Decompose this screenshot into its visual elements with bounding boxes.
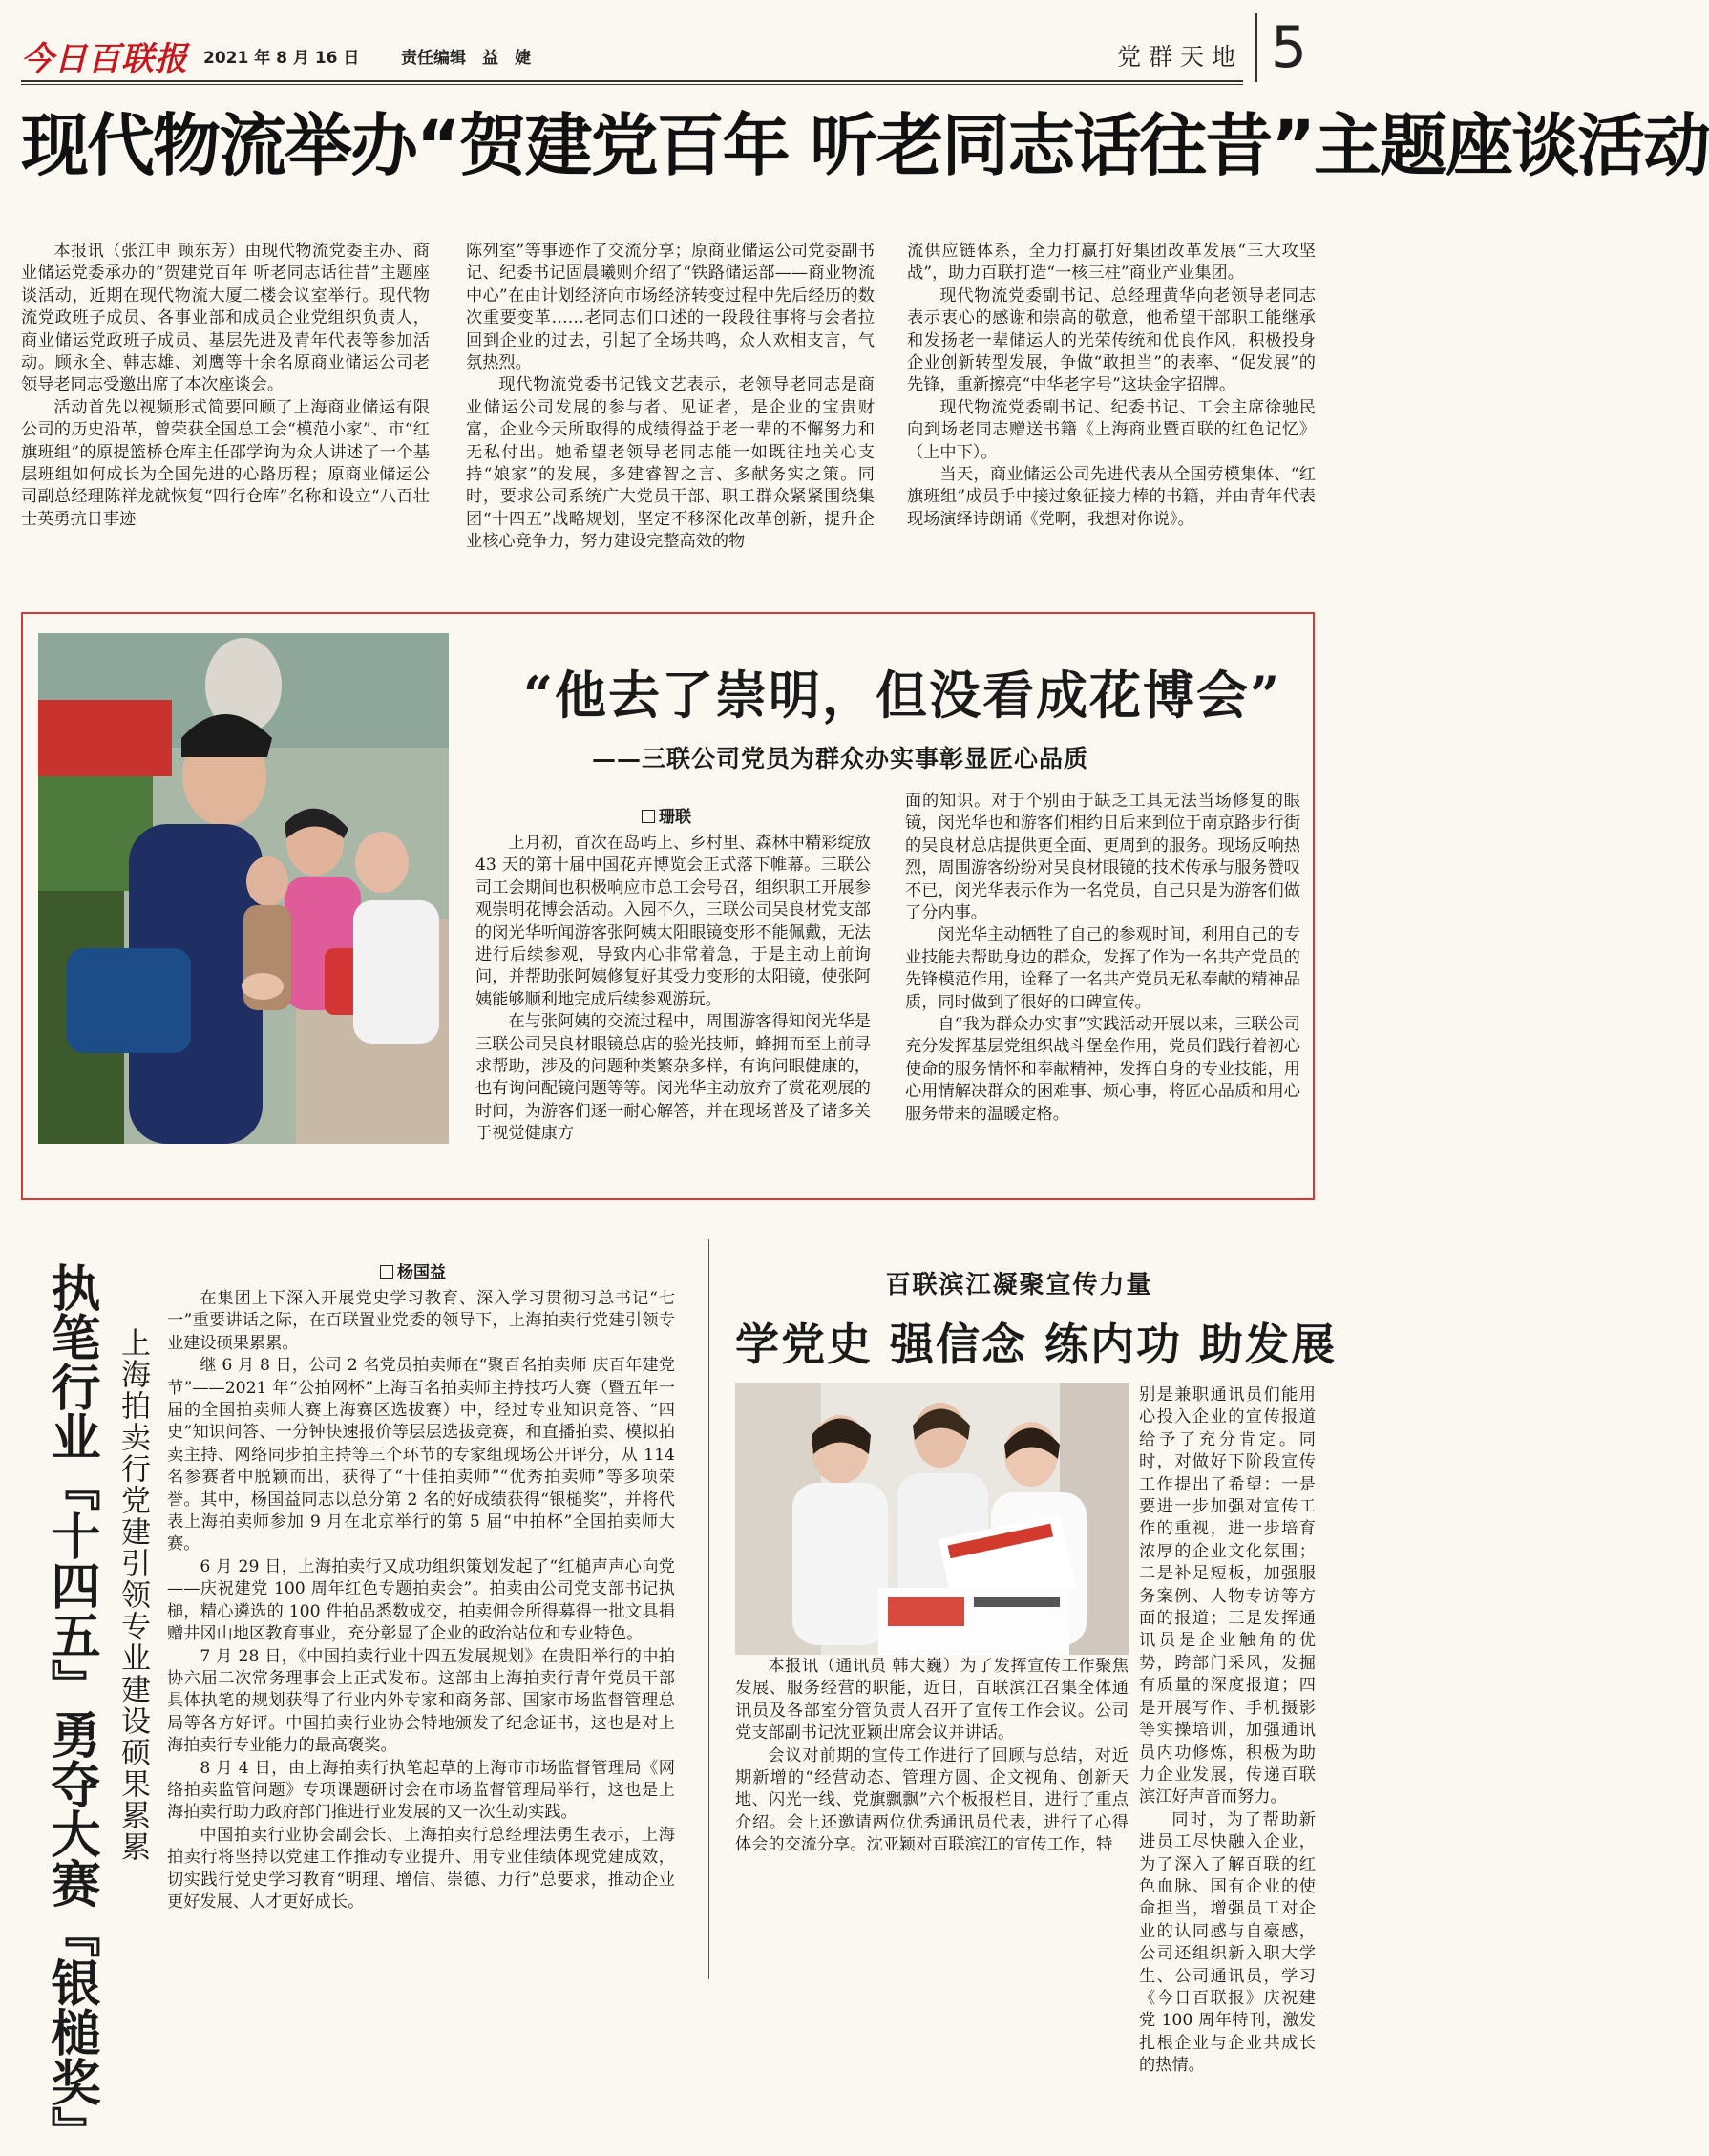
feature-paragraph: 面的知识。对于个别由于缺乏工具无法当场修复的眼镜，闵光华也和游客们相约日后来到位于南京路步行街的吴良材总店提供更全面、更周到的服务。现场反响热烈，周围游客纷纷对吴良材眼镜的技术传承与服务赞叹不已，闵光华表示作为一名党员，自己只是为游客们做了分内事。 [905,792,1300,923]
feature-paragraph: 闵光华主动牺牲了自己的参观时间，利用自己的专业技能去帮助身边的群众，发挥了作为一名共产党员的先锋模范作用，诠释了一名共产党员无私奉献的精神品质，同时做到了很好的口碑宣传。 [905,925,1300,1012]
article1-paragraph: 当天，商业储运公司先进代表从全国劳模集体、“红旗班组”成员手中接过象征接力棒的书籍，并由青年代表现场演绎诗朗诵《党啊，我想对你说》。 [907,465,1316,529]
header-rule [21,80,1243,82]
masthead: 今日百联报 [21,40,188,78]
vertical-subheadline: 上海拍卖行党建引领专业建设硕果累累 [116,1327,150,1863]
article4-headline: 学党史 强信念 练内功 助发展 [735,1319,1338,1370]
article4-paragraph: 本报讯（通讯员 韩大巍）为了发挥宣传工作聚焦发展、服务经营的职能，近日，百联滨江召集全体通讯员及各部室分管负责人召开了宣传工作会议。公司党支部副书记沈亚颖出席会议并讲话。 [735,1657,1129,1744]
vertical-headline: 执笔行业『十四五』勇夺大赛『银槌奖』 [42,1262,100,2156]
article1-paragraph: 陈列室”等事迹作了交流分享；原商业储运公司党委副书记、纪委书记固晨曦则介绍了“铁路储运部——商业物流中心”在由计划经济向市场经济转变过程中先后经历的数次重要变革……老同志们口述的一段段往事将与会者拉回到企业的过去，引起了全场共鸣，众人欢相支言，气氛热烈。 [466,242,875,373]
byline-box-icon [642,810,655,823]
article1-col2 [466,241,875,554]
article3-body [167,1288,675,1913]
feature-col2 [905,791,1300,1126]
article4-col-left [735,1656,1129,1857]
section-name: 党群天地 [1116,43,1243,71]
article1-paragraph: 现代物流党委书记钱文艺表示，老领导老同志是商业储运公司发展的参与者、见证者，是企业的宝贵财富，企业今天所取得的成绩得益于老一辈的不懈努力和无私付出。她希望老领导老同志能一如既往地关心支持“娘家”的发展，多建睿智之言、多献务实之策。同时，要求公司系统广大党员干部、职工群众紧紧围绕集团“十四五”战略规划，坚定不移深化改革创新，提升企业核心竞争力，努力建设完整高效的物 [466,375,875,552]
feature-photo [38,633,449,1144]
article3-paragraph: 7 月 28 日，《中国拍卖行业十四五发展规划》在贵阳举行的中拍协六届二次常务理事会上正式发布。这部由上海拍卖行青年党员干部具体执笔的规划获得了行业内外专家和商务部、国家市场监督管理总局等各方好评。中国拍卖行业协会特地颁发了纪念证书，这也是对上海拍卖行专业能力的最高褒奖。 [167,1646,675,1756]
article4-col-right [1139,1384,1316,2078]
article1-paragraph: 流供应链体系，全力打赢打好集团改革发展“三大攻坚战”，助力百联打造“一核三柱”商业产业集团。 [907,242,1316,284]
article1-paragraph: 现代物流党委副书记、总经理黄华向老领导老同志表示衷心的感谢和崇高的敬意，他希望干部职工能继承和发扬老一辈储运人的光荣传统和优良作风，积极投身企业创新转型发展，争做“敢担当”的表率、“促发展”的先锋，重新擦亮“中华老字号”这块金字招牌。 [907,285,1316,395]
article3-byline [380,1258,446,1282]
page-number: 5 [1255,13,1307,82]
feature-paragraph: 上月初，首次在岛屿上、乡村里、森林中精彩绽放 43 天的第十届中国花卉博览会正式落下帷幕。三联公司工会期间也积极响应市总工会号召，组织职工开展参观崇明花博会活动。入园不久，三联公司吴良材党支部的闵光华听闻游客张阿姨太阳眼镜变形不能佩戴，无法进行后续参观，导致内心非常着急，于是主动上前询问，并帮助张阿姨修复好其受力变形的太阳镜，使张阿姨能够顺利地完成后续参观游玩。 [475,834,871,1009]
byline-box-icon [380,1265,393,1279]
article4-photo [735,1383,1129,1655]
article3-paragraph: 在集团上下深入开展党史学习教育、深入学习贯彻习总书记“七一”重要讲话之际，在百联置业党委的领导下，上海拍卖行党建引领专业建设硕果累累。 [167,1289,675,1353]
feature-title: “他去了崇明，但没看成花博会” [522,665,1282,726]
article4-paragraph: 会议对前期的宣传工作进行了回顾与总结，对近期新增的“经营动态、管理方圆、企文视角、创新天地、闪光一线、党旗飘飘”六个板报栏目，进行了重点介绍。会上还邀请两位优秀通讯员代表，进行了心得体会的交流分享。沈亚颖对百联滨江的宣传工作，特 [735,1745,1129,1855]
article4-paragraph: 别是兼职通讯员们能用心投入企业的宣传报道给予了充分肯定。同时，对做好下阶段宣传工作提出了希望：一是要进一步加强对宣传工作的重视，进一步培育浓厚的企业文化氛围；二是补足短板，加强服务案例、人物专访等方面的报道；三是发挥通讯员是企业触角的优势，跨部门采风，发掘有质量的深度报道；四是开展写作、手机摄影等实操培训，加强通讯员内功修炼，积极为助力企业发展，传递百联滨江好声音而努力。 [1139,1385,1316,1807]
article4-paragraph: 同时，为了帮助新进员工尽快融入企业，为了深入了解百联的红色血脉、国有企业的使命担当，增强员工对企业的认同感与自豪感，公司还组织新入职大学生、公司通讯员，学习《今日百联报》庆祝建党 100 周年特刊，激发扎根企业与企业共成长的热情。 [1139,1809,1316,2076]
feature-paragraph: 自“我为群众办实事”实践活动开展以来，三联公司充分发挥基层党组织战斗堡垒作用，党员们践行着初心使命的服务情怀和奉献精神，发挥自身的专业技能，用心用情解决群众的困难事、烦心事，将匠心品质和用心服务带来的温暖定格。 [905,1015,1300,1124]
article3-paragraph: 6 月 29 日，上海拍卖行又成功组织策划发起了“红槌声声心向党——庆祝建党 100 周年红色专题拍卖会”。拍卖由公司党支部书记执槌，精心遴选的 100 件拍品悉数成交，拍卖佣金所得募得一批文具捐赠井冈山地区教育事业，充分彰显了企业的政治站位和专业特色。 [167,1556,675,1644]
article1-col3 [907,241,1316,531]
editor-credit: 责任编辑 益 婕 [401,49,531,68]
byline-text: 珊联 [659,808,691,827]
feature-byline [642,803,691,827]
article3-paragraph: 继 6 月 8 日，公司 2 名党员拍卖师在“聚百名拍卖师 庆百年建党节”——2021 年“公拍网杯”上海百名拍卖师主持技巧大赛（暨五年一届的全国拍卖师大赛上海赛区选拔赛）中，经过专业知识竞答、“四史”知识问答、一分钟快速报价等层层选拔竞赛，和直播拍卖、模拟拍卖主持、网络同步拍主持等三个环节的专家组现场公开评分，从 114 名参赛者中脱颖而出，获得了“十佳拍卖师”“优秀拍卖师”等多项荣誉。其中，杨国益同志以总分第 2 名的好成绩获得“银槌奖”，并将代表上海拍卖师参加 9 月在北京举行的第 5 届“中拍杯”全国拍卖师大赛。 [167,1356,675,1554]
header-rule-thin [21,84,1243,85]
feature-col1 [475,833,871,1146]
main-headline: 现代物流举办“贺建党百年 听老同志话往昔”主题座谈活动 [21,106,1709,185]
feature-subtitle: ——三联公司党员为群众办实事彰显匠心品质 [592,745,1089,772]
article3-paragraph: 8 月 4 日，由上海拍卖行执笔起草的上海市市场监督管理局《网络拍卖监管问题》专项课题研讨会在市场监督管理局举行，这也是上海拍卖行助力政府部门推进行业发展的又一次生动实践。 [167,1758,675,1823]
byline-text: 杨国益 [397,1263,446,1282]
article1-paragraph: 现代物流党委副书记、纪委书记、工会主席徐驰民向到场老同志赠送书籍《上海商业暨百联的红色记忆》（上中下）。 [907,397,1316,462]
article1-paragraph: 活动首先以视频形式简要回顾了上海商业储运有限公司的历史沿革，曾荣获全国总工会“模范小家”、市“红旗班组”的原提篮桥仓库主任邵学询为众人讲述了一个基层班组如何成长为全国先进的心路历程；原商业储运公司副总经理陈祥龙就恢复“四行仓库”名称和设立“八百壮士英勇抗日事迹 [21,397,430,529]
article4-kicker: 百联滨江凝聚宣传力量 [885,1271,1153,1300]
feature-paragraph: 在与张阿姨的交流过程中，周围游客得知闵光华是三联公司吴良材眼镜总店的验光技师，蜂拥而至上前寻求帮助，涉及的问题种类繁杂多样，有询问眼健康的，也有询问配镜问题等等。闵光华主动放弃了赏花观展的时间，为游客们逐一耐心解答，并在现场普及了诸多关于视觉健康方 [475,1012,871,1144]
article1-paragraph: 本报讯（张江申 顾东芳）由现代物流党委主办、商业储运党委承办的“贺建党百年 听老同志话往昔”主题座谈活动，近期在现代物流大厦二楼会议室举行。现代物流党政班子成员、各事业部和成员企业党组织负责人，商业储运党政班子成员、基层先进及青年代表等参加活动。顾永全、韩志雄、刘鹰等十余名原商业储运公司老领导老同志受邀出席了本次座谈会。 [21,242,430,395]
issue-date: 2021 年 8 月 16 日 [203,49,360,68]
article3-paragraph: 中国拍卖行业协会副会长、上海拍卖行总经理法勇生表示，上海拍卖行将坚持以党建工作推动专业提升、用专业佳绩体现党建成效，切实践行党史学习教育“明理、增信、崇德、力行”总要求，推动企业更好发展、人才更好成长。 [167,1825,675,1912]
article1-col1 [21,241,430,531]
column-divider [708,1239,709,1979]
